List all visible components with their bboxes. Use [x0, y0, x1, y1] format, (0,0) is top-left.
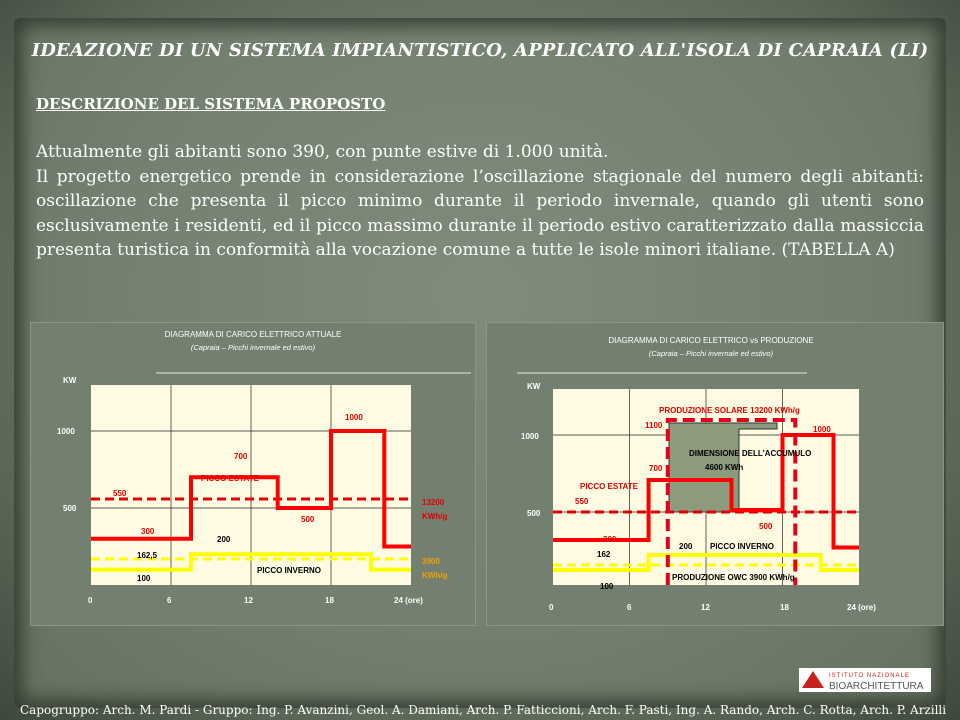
section-subtitle: DESCRIZIONE DEL SISTEMA PROPOSTO — [36, 95, 386, 113]
label-500: 500 — [759, 522, 773, 531]
institute-logo — [799, 668, 931, 692]
label-550: 550 — [113, 489, 127, 498]
paragraph-inhabitants: Attualmente gli abitanti sono 390, con punte estive di 1.000 unità. — [36, 142, 609, 162]
x-tick-0: 0 — [549, 603, 554, 612]
logo-mark-icon — [802, 671, 824, 688]
annotation-summer-peak: PICCO ESTATE — [201, 474, 259, 483]
label-700: 700 — [234, 452, 248, 461]
x-tick-12: 12 — [701, 603, 710, 612]
label-300: 300 — [141, 527, 155, 536]
chart-subtitle: (Capraia – Picchi invernale ed estivo) — [648, 349, 774, 358]
label-1000: 1000 — [345, 413, 363, 422]
y-axis-label: KW — [63, 376, 77, 385]
summer-energy-label-value: 13200 — [422, 498, 445, 507]
summer-energy-label-unit: KWh/g — [422, 512, 448, 521]
storage-label: DIMENSIONE DELL'ACCUMULO — [689, 449, 812, 458]
chart-current-load — [31, 323, 475, 625]
label-162: 162,5 — [137, 551, 158, 560]
slide-title: IDEAZIONE DI UN SISTEMA IMPIANTISTICO, APPLICATO ALL'ISOLA DI CAPRAIA (LI) — [31, 40, 929, 61]
chart-title: DIAGRAMMA DI CARICO ELETTRICO vs PRODUZIONE — [608, 336, 814, 345]
y-axis-label: KW — [527, 382, 541, 391]
annotation-winter-peak: PICCO INVERNO — [257, 566, 322, 575]
label-100: 100 — [600, 582, 614, 591]
annotation-summer-peak: PICCO ESTATE — [580, 482, 638, 491]
label-700: 700 — [649, 464, 663, 473]
y-tick-500: 500 — [63, 504, 77, 513]
label-1000: 1000 — [813, 425, 831, 434]
label-500: 500 — [301, 515, 315, 524]
annotation-owc-production: PRODUZIONE OWC 3900 KWh/g — [672, 573, 795, 582]
winter-energy-label-value: 3900 — [422, 557, 440, 566]
label-1100: 1100 — [645, 421, 663, 430]
x-tick-18: 18 — [780, 603, 789, 612]
label-200: 200 — [679, 542, 693, 551]
description-text — [36, 140, 924, 263]
x-tick-0: 0 — [88, 596, 93, 605]
chart-panel-current — [30, 322, 476, 626]
logo-graphic — [799, 668, 931, 692]
x-tick-18: 18 — [325, 596, 334, 605]
x-tick-6: 6 — [627, 603, 632, 612]
chart-subtitle: (Capraia – Picchi invernale ed estivo) — [190, 343, 316, 352]
y-tick-1000: 1000 — [57, 427, 75, 436]
x-tick-24: 24 (ore) — [394, 596, 423, 605]
label-200: 200 — [217, 535, 231, 544]
chart-load-vs-production — [487, 323, 943, 625]
annotation-solar-production: PRODUZIONE SOLARE 13200 KWh/g — [659, 406, 800, 415]
label-162: 162 — [597, 550, 611, 559]
storage-value: 4600 KWh — [705, 463, 744, 472]
label-550: 550 — [575, 497, 589, 506]
y-tick-500: 500 — [527, 509, 541, 518]
paragraph-project: Il progetto energetico prende in considerazione l’oscillazione stagionale del numero degli abitanti: oscillazione che presenta il picco minimo durante il periodo invernale, quando gli utenti sono esclusivamente i residenti, ed il picco massimo durante il periodo estivo caratterizzato dalla massiccia presenta turistica in conformità alla vocazione comune a tutte le isole minori italiane. (TABELLA A) — [36, 166, 924, 260]
label-300: 300 — [603, 535, 617, 544]
chart-panel-production — [486, 322, 944, 626]
logo-top-text: ISTITUTO NAZIONALE — [829, 673, 910, 679]
footer-credits: Capogruppo: Arch. M. Pardi - Gruppo: Ing. P. Avanzini, Geol. A. Damiani, Arch. P. Fatticcioni, Arch. F. Pasti, Ing. A. Rando, Arch. C. Rotta, Arch. P. Arzilli — [20, 703, 947, 717]
winter-energy-label-unit: KWh/g — [422, 571, 448, 580]
y-tick-1000: 1000 — [521, 432, 539, 441]
logo-bottom-text: BIOARCHITETTURA — [829, 681, 924, 692]
label-100: 100 — [137, 574, 151, 583]
x-tick-6: 6 — [167, 596, 172, 605]
x-tick-12: 12 — [244, 596, 253, 605]
x-tick-24: 24 (ore) — [847, 603, 876, 612]
chart-title: DIAGRAMMA DI CARICO ELETTRICO ATTUALE — [164, 330, 342, 339]
annotation-winter-peak: PICCO INVERNO — [710, 542, 775, 551]
